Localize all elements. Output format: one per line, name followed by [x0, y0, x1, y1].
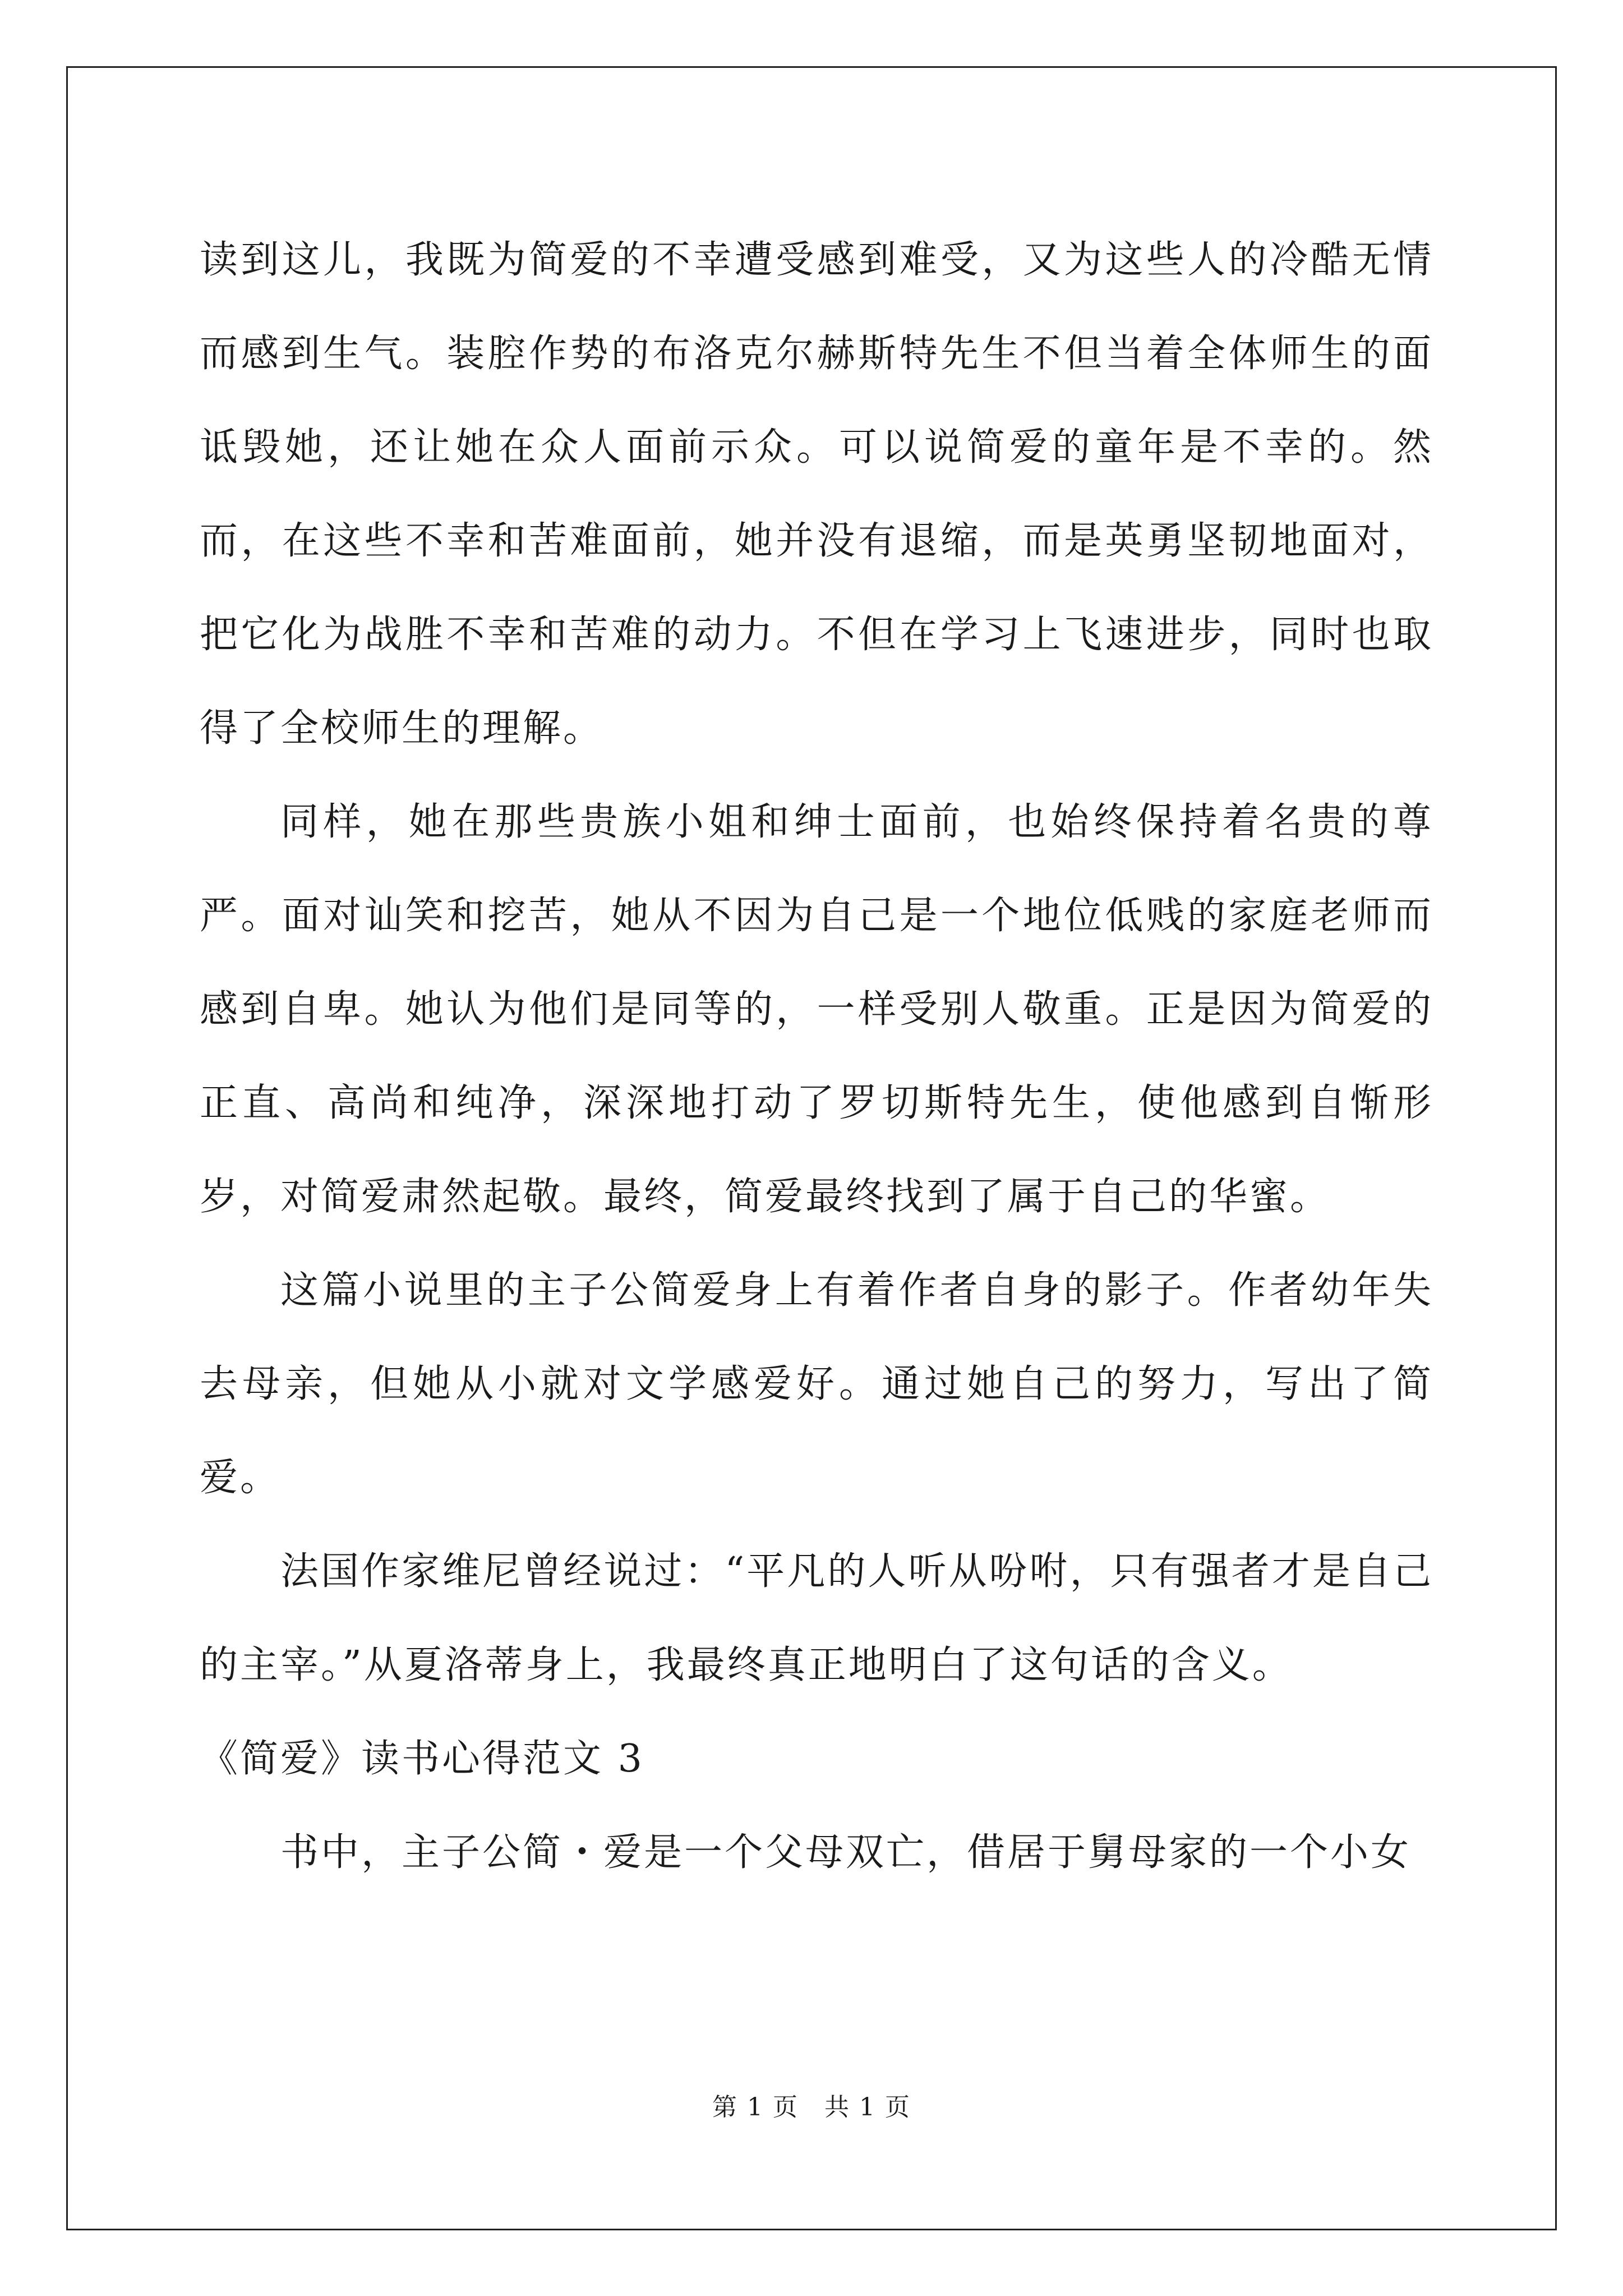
paragraph-1: 读到这儿，我既为简爱的不幸遭受感到难受，又为这些人的冷酷无情而感到生气。装腔作势的布洛克尔赫斯特先生不但当着全体师生的面诋毁她，还让她在众人面前示众。可以说简爱的童年是不幸的。然而，在这些不幸和苦难面前，她并没有退缩，而是英勇坚韧地面对，把它化为战胜不幸和苦难的动力。不但在学习上飞速进步，同时也取得了全校师生的理解。 [200, 238, 1433, 751]
page-footer: 第 1 页 共 1 页 [712, 2093, 911, 2122]
paragraph-4: 法国作家维尼曾经说过：“平凡的人听从吩咐，只有强者才是自己的主宰。”从夏洛蒂身上，我最终真正地明白了这句话的含义。 [200, 1549, 1433, 1687]
section-heading: 《简爱》读书心得范文 3 [200, 1737, 644, 1781]
paragraph-2: 同样，她在那些贵族小姐和绅士面前，也始终保持着名贵的尊严。面对讪笑和挖苦，她从不因为自己是一个地位低贱的家庭老师而感到自卑。她认为他们是同等的，一样受别人敬重。正是因为简爱的正直、高尚和纯净，深深地打动了罗切斯特先生，使他感到自惭形岁，对简爱肃然起敬。最终，简爱最终找到了属于自己的华蜜。 [200, 800, 1433, 1219]
document-body [200, 213, 1433, 1899]
paragraph-3: 这篇小说里的主子公简爱身上有着作者自身的影子。作者幼年失去母亲，但她从小就对文学感爱好。通过她自己的努力，写出了简爱。 [200, 1268, 1433, 1500]
paragraph-5: 书中，主子公简・爱是一个父母双亡，借居于舅母家的一个小女 [280, 1830, 1412, 1875]
